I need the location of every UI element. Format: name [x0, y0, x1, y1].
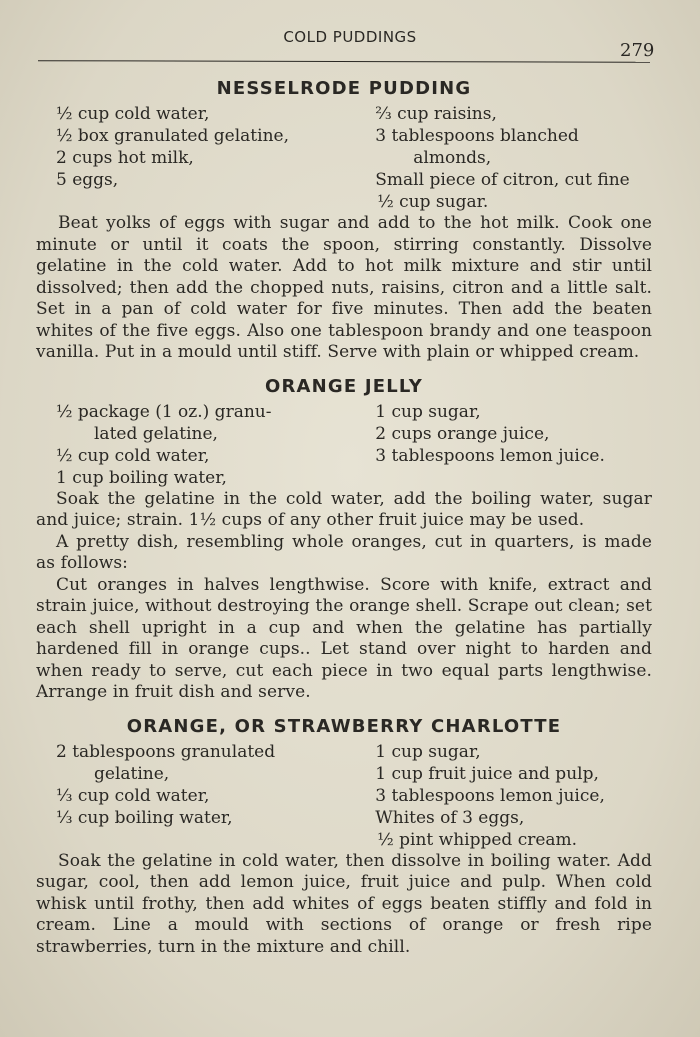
ingredient-item: 1 cup sugar,	[375, 401, 481, 422]
ingredient-item: ½ cup sugar.	[377, 192, 489, 212]
ingredient-item: ⅓ cup boiling water,	[56, 807, 233, 828]
ingredient-item: lated gelatine,	[94, 423, 218, 444]
ingredient-item: 3 tablespoons lemon juice.	[375, 445, 605, 466]
ingredients-right-column	[375, 741, 652, 851]
ingredient-list	[36, 741, 652, 851]
section-gap	[36, 704, 652, 716]
ingredient-item: 3 tablespoons lemon juice,	[375, 785, 605, 806]
ingredient-item: almonds,	[413, 148, 492, 168]
header-rule	[38, 60, 650, 63]
ingredient-item: 5 eggs,	[56, 170, 119, 190]
recipe-note: Cut oranges in halves lengthwise. Score with knife, extract and strain juice, without destroying the orange shell. Scrape out clean; set each shell upright in a cup and when the gelatine has partially hardened fill in orange cups.. Let stand over night to harden and when ready to serve, cut each piece in two equal parts lengthwise. Arrange in fruit dish and serve.	[36, 574, 652, 702]
ingredients-left-column	[36, 741, 375, 851]
recipe-note: A pretty dish, resembling whole oranges, cut in quarters, is made as follows:	[36, 531, 652, 573]
ingredient-item: 2 cups orange juice,	[375, 423, 550, 444]
ingredient-item: Whites of 3 eggs,	[375, 807, 525, 828]
page-number: 279	[620, 40, 655, 61]
running-head: COLD PUDDINGS	[283, 28, 417, 46]
ingredient-item: ½ pint whipped cream.	[377, 829, 578, 850]
ingredient-list	[36, 401, 652, 489]
ingredients-left-column	[36, 401, 375, 489]
ingredients-right-column	[375, 103, 652, 213]
ingredient-item: ⅓ cup cold water,	[56, 785, 210, 806]
ingredients-left-column	[36, 103, 375, 213]
ingredient-item: 1 cup boiling water,	[56, 467, 227, 488]
ingredient-item: ⅔ cup raisins,	[375, 104, 497, 124]
recipe-orange-jelly	[36, 376, 652, 704]
recipe-instructions: Soak the gelatine in cold water, then dissolve in boiling water. Add sugar, cool, then add lemon juice, fruit juice and pulp. When cold whisk until frothy, then add whites of eggs beaten stiffly and fold in cream. Line a mould with sections of orange or fresh ripe strawberries, turn in the mixture and chill.	[36, 850, 652, 957]
ingredient-item: Small piece of citron, cut fine	[375, 170, 630, 190]
ingredient-item: ½ box granulated gelatine,	[56, 126, 289, 146]
ingredient-item: ½ package (1 oz.) granu-	[56, 401, 272, 422]
ingredients-right-column	[375, 401, 652, 489]
recipe-instructions: Soak the gelatine in the cold water, add the boiling water, sugar and juice; strain. 1½ cups of any other fruit juice may be used.	[36, 488, 652, 530]
ingredient-item: 3 tablespoons blanched	[375, 126, 579, 146]
recipe-nesselrode-pudding	[36, 78, 652, 364]
ingredient-item: 1 cup fruit juice and pulp,	[375, 763, 599, 784]
ingredient-item: ½ cup cold water,	[56, 104, 210, 124]
ingredient-item: 1 cup sugar,	[375, 741, 481, 762]
recipe-instructions: Beat yolks of eggs with sugar and add to the hot milk. Cook one minute or until it coats the spoon, stirring constantly. Dissolve gelatine in the cold water. Add to hot milk mixture and stir until dissolved; then add the chopped nuts, raisins, citron and a little salt. Set in a pan of cold water for five minutes. Then add the beaten whites of the five eggs. Also one tablespoon brandy and one teaspoon vanilla. Put in a mould until stiff. Serve with plain or whipped cream.	[36, 213, 652, 362]
recipe-orange-strawberry-charlotte	[36, 716, 652, 959]
recipe-title: ORANGE, OR STRAWBERRY CHARLOTTE	[126, 715, 562, 737]
ingredient-item: ½ cup cold water,	[56, 445, 210, 466]
section-gap	[36, 364, 652, 376]
ingredient-item: 2 cups hot milk,	[56, 148, 194, 168]
recipe-title: ORANGE JELLY	[264, 375, 424, 397]
ingredient-item: 2 tablespoons granulated	[56, 741, 276, 762]
page-content	[36, 78, 652, 958]
ingredient-list	[36, 103, 652, 213]
recipe-title: NESSELRODE PUDDING	[216, 78, 472, 99]
ingredient-item: gelatine,	[94, 763, 170, 784]
